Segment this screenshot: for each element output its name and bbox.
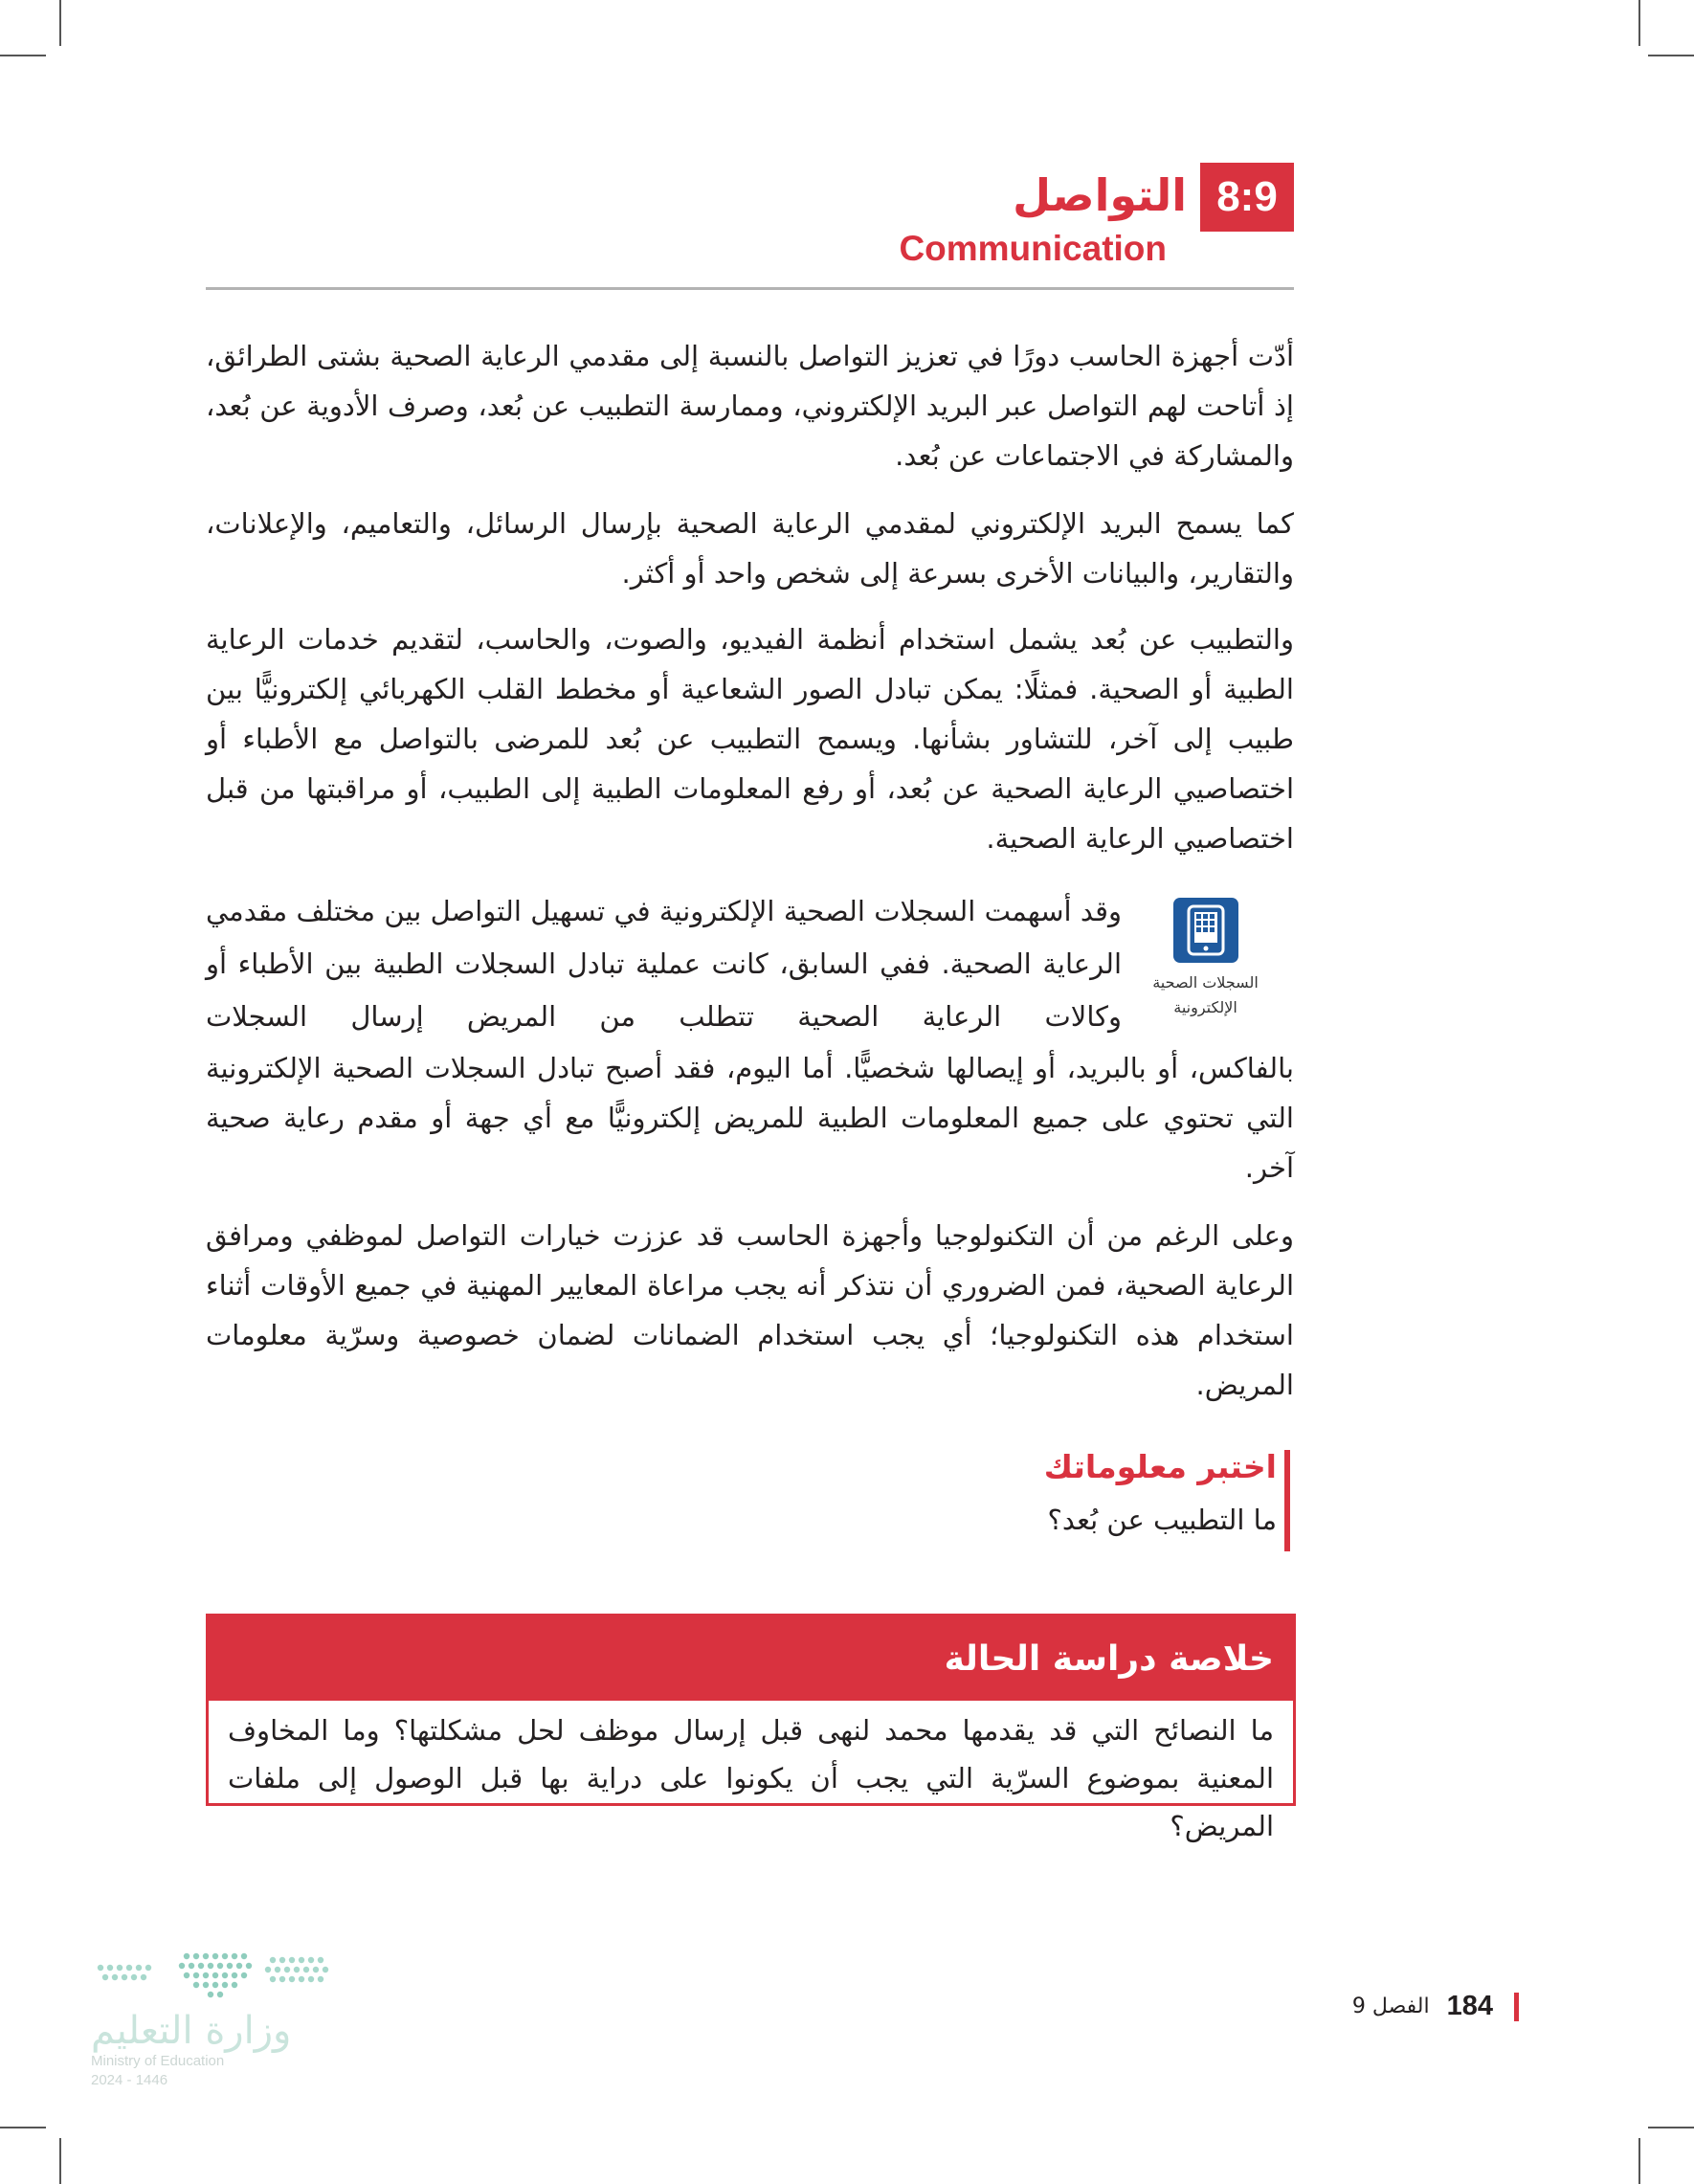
case-study-title: خلاصة دراسة الحالة bbox=[209, 1616, 1293, 1701]
ministry-logo-dots-icon bbox=[91, 1949, 340, 2002]
paragraph-intro: أدّت أجهزة الحاسب دورًا في تعزيز التواصل بالنسبة إلى مقدمي الرعاية الصحية بشتى الطرائق، إذ أتاحت لهم التواصل عبر البريد الإلكتروني، وممارسة التطبيب عن بُعد، وصرف الأدوية عن بُعد، والمشاركة في الاجتماعات عن بُعد. bbox=[206, 340, 1294, 472]
ehr-side-note bbox=[1151, 898, 1259, 1020]
footer-accent-bar bbox=[1514, 1993, 1519, 2021]
paragraph-ehr-part2: بالفاكس، أو بالبريد، أو إيصالها شخصيًّا. أما اليوم، فقد أصبح تبادل السجلات الصحية الإلكترونية التي تحتوي على جميع المعلومات الطبية للمريض إلكترونيًّا مع أي جهة أو مقدم رعاية صحية آخر. bbox=[206, 1052, 1294, 1184]
paragraph-ehr-part1: وقد أسهمت السجلات الصحية الإلكترونية في تسهيل التواصل بين مختلف مقدمي الرعاية الصحية. ففي السابق، كانت عملية تبادل السجلات الطبية بين الأطباء أو وكالات الرعاية الصحية تتطلب من المريض إرسال السجلات bbox=[206, 895, 1122, 1033]
header-divider bbox=[206, 287, 1294, 290]
ministry-logo-year: 2024 - 1446 bbox=[91, 2071, 168, 2088]
paragraph-privacy: وعلى الرغم من أن التكنولوجيا وأجهزة الحاسب قد عززت خيارات التواصل لموظفي ومرافق الرعاية الصحية، فمن الضروري أن نتذكر أنه يجب مراعاة المعايير المهنية في جميع الأوقات أثناء استخدام هذه التكنولوجيا؛ أي يجب استخدام الضمانات لضمان خصوصية وسرّية معلومات المريض. bbox=[206, 1219, 1294, 1401]
paragraph-telemedicine: والتطبيب عن بُعد يشمل استخدام أنظمة الفيديو، والصوت، والحاسب، لتقديم خدمات الرعاية الطبية أو الصحية. فمثلًا: يمكن تبادل الصور الشعاعية أو مخطط القلب الكهربائي إلكترونيًّا بين طبيب إلى آخر، للتشاور بشأنها. ويسمح التطبيب عن بُعد للمرضى بالتواصل مع الأطباء أو اختصاصيي الرعاية الصحية عن بُعد، أو رفع المعلومات الطبية إلى الطبيب، أو مراقبتها من قبل اختصاصيي الرعاية الصحية. bbox=[206, 623, 1294, 855]
tablet-icon bbox=[1173, 898, 1238, 963]
section-header bbox=[206, 163, 1294, 290]
chapter-label: الفصل 9 bbox=[1351, 1995, 1430, 2018]
paragraph-email: كما يسمح البريد الإلكتروني لمقدمي الرعاية الصحية بإرسال الرسائل، والتعاميم، والإعلانات، والتقارير، والبيانات الأخرى بسرعة إلى شخص واحد أو أكثر. bbox=[206, 507, 1294, 590]
page-number: 184 bbox=[1446, 1991, 1493, 2021]
ministry-logo-subtitle: Ministry of Education bbox=[91, 2053, 225, 2069]
crop-mark bbox=[59, 2138, 61, 2184]
ministry-logo bbox=[91, 1949, 349, 2089]
knowledge-check-question: ما التطبيب عن بُعد؟ bbox=[1047, 1504, 1277, 1536]
knowledge-check-title: اختبر معلوماتك bbox=[1043, 1448, 1277, 1485]
ehr-icon-label: السجلات الصحية الإلكترونية bbox=[1152, 973, 1259, 1016]
crop-mark bbox=[0, 2127, 46, 2128]
case-study-question: ما النصائح التي قد يقدمها محمد لنهى قبل إرسال موظف لحل مشكلتها؟ وما المخاوف المعنية بموضوع السرّية التي يجب أن يكونوا على دراية بها قبل الوصول إلى ملفات المريض؟ bbox=[228, 1714, 1274, 1842]
crop-mark bbox=[1648, 2127, 1694, 2128]
crop-mark bbox=[0, 55, 46, 56]
knowledge-check-accent-bar bbox=[1284, 1450, 1290, 1551]
crop-mark bbox=[1638, 0, 1640, 46]
section-number-badge: 8:9 bbox=[1200, 163, 1294, 232]
section-title-english: Communication bbox=[899, 229, 1167, 268]
case-study-box bbox=[206, 1614, 1296, 1842]
ministry-logo-title: وزارة التعليم bbox=[91, 2009, 292, 2053]
crop-mark bbox=[1638, 2138, 1640, 2184]
crop-mark bbox=[1648, 55, 1694, 56]
crop-mark bbox=[59, 0, 61, 46]
page-footer bbox=[1352, 1991, 1519, 2022]
section-title-arabic: التواصل bbox=[1013, 169, 1187, 221]
